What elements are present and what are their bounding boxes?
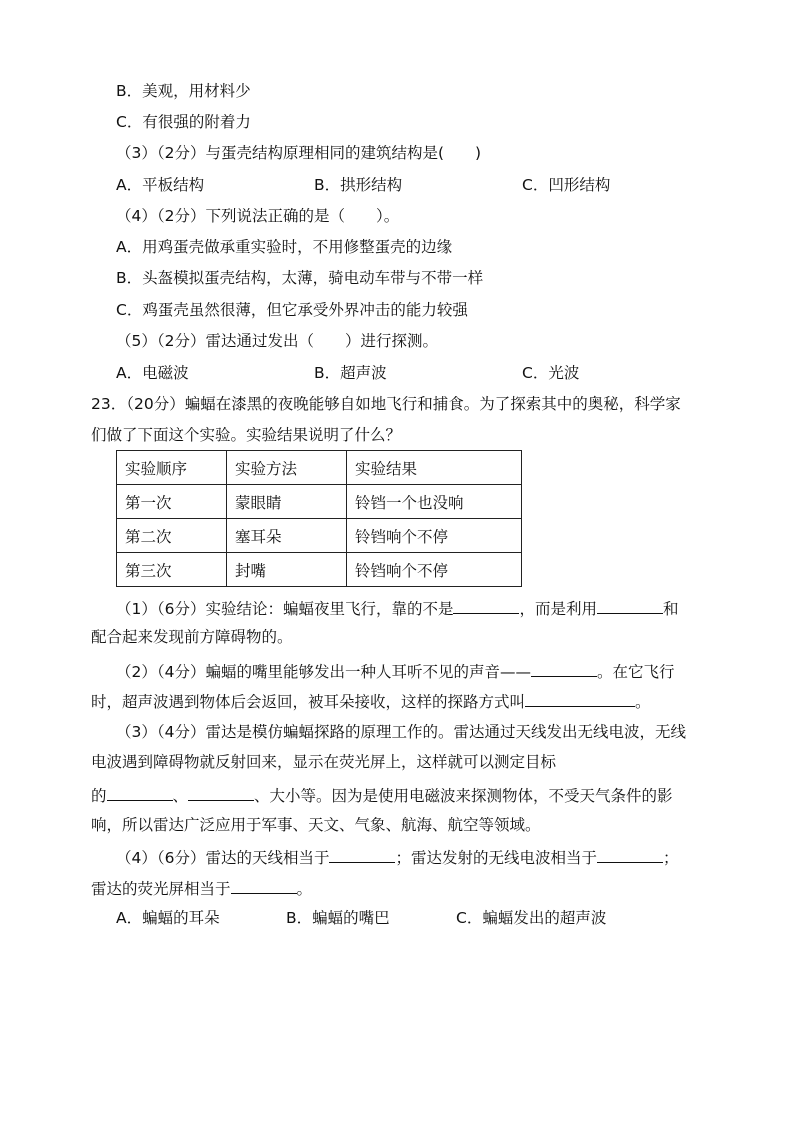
option-b[interactable]: B．超声波 [314, 364, 387, 382]
table-cell: 铃铛一个也没响 [347, 485, 522, 519]
q22-sub4-stem: （4）（2分）下列说法正确的是（ ）。 [116, 207, 400, 225]
option-c[interactable]: C．凹形结构 [522, 176, 611, 194]
answer-blank[interactable] [525, 690, 635, 707]
q22-sub5-stem: （5）（2分）雷达通过发出（ ）进行探测。 [116, 332, 438, 350]
option-b[interactable]: B．蝙蝠的嘴巴 [286, 909, 390, 927]
table-cell: 蒙眼睛 [227, 485, 347, 519]
answer-blank[interactable] [597, 597, 663, 614]
table-cell: 第一次 [117, 485, 227, 519]
q23-sub1-text-a: （1）（6分）实验结论：蝙蝠夜里飞行，靠的不是 [116, 600, 454, 618]
q23-sub1-text-c: 和 [663, 600, 679, 618]
q23-sub4-text-a: （4）（6分）雷达的天线相当于 [116, 849, 330, 867]
q23-sub2-text-a: （2）（4分）蝙蝠的嘴里能够发出一种人耳听不见的声音—— [116, 663, 531, 681]
answer-blank[interactable] [329, 846, 395, 863]
q22-sub4-option-a[interactable]: A．用鸡蛋壳做承重实验时，不用修整蛋壳的边缘 [116, 238, 453, 256]
table-cell: 塞耳朵 [227, 519, 347, 553]
q23-sub3-text-c: 、大小等。因为是使用电磁波来探测物体，不受天气条件的影 [254, 787, 673, 805]
q23-sub2-text-c: 时，超声波遇到物体后会返回，被耳朵接收，这样的探路方式叫 [91, 693, 526, 711]
q22-option-c: C．有很强的附着力 [116, 113, 251, 131]
q23-sub2-line2 [91, 690, 651, 712]
answer-blank[interactable] [188, 784, 254, 801]
table-header-row [117, 451, 522, 485]
table-row [117, 553, 522, 587]
table-cell: 铃铛响个不停 [347, 553, 522, 587]
experiment-table [116, 450, 522, 587]
q23-sub2-text-b: 。在它飞行 [596, 663, 675, 681]
q23-sub4-line1 [116, 846, 679, 868]
q23-sub2-text-d: 。 [635, 693, 651, 711]
q22-sub4-option-c[interactable]: C．鸡蛋壳虽然很薄，但它承受外界冲击的能力较强 [116, 301, 468, 319]
option-c[interactable]: C．蝙蝠发出的超声波 [456, 909, 607, 927]
q22-sub4-option-b[interactable]: B．头盔模拟蛋壳结构，太薄，骑电动车带与不带一样 [116, 269, 484, 287]
option-c[interactable]: C．光波 [522, 364, 580, 382]
table-header-cell: 实验顺序 [117, 451, 227, 485]
answer-blank[interactable] [107, 784, 173, 801]
q23-sub3-line2: 电波遇到障碍物就反射回来，显示在荧光屏上，这样就可以测定目标 [91, 753, 557, 771]
q23-sub3-line1: （3）（4分）雷达是模仿蝙蝠探路的原理工作的。雷达通过天线发出无线电波，无线 [116, 723, 686, 741]
answer-blank[interactable] [597, 846, 663, 863]
table-cell: 封嘴 [227, 553, 347, 587]
table-row [117, 519, 522, 553]
q23-sub4-text-b: ；雷达发射的无线电波相当于 [395, 849, 597, 867]
q23-sub4-text-c: ； [663, 849, 679, 867]
table-header-cell: 实验方法 [227, 451, 347, 485]
q23-sub1-line1 [116, 597, 679, 619]
q23-intro-line1: 23．（20分）蝙蝠在漆黑的夜晚能够自如地飞行和捕食。为了探索其中的奥秘，科学家 [91, 395, 681, 413]
q23-sub2-line1 [116, 660, 675, 682]
table-cell: 铃铛响个不停 [347, 519, 522, 553]
q22-option-b: B．美观，用材料少 [116, 82, 251, 100]
table-cell: 第三次 [117, 553, 227, 587]
q23-sub4-line2 [91, 877, 312, 899]
q23-sub3-line3 [91, 784, 673, 806]
option-a[interactable]: A．平板结构 [116, 176, 205, 194]
answer-blank[interactable] [231, 877, 297, 894]
q23-sub4-text-d: 雷达的荧光屏相当于 [91, 880, 231, 898]
option-a[interactable]: A．电磁波 [116, 364, 189, 382]
q23-sub3-text-a: 的 [91, 787, 107, 805]
table-header-cell: 实验结果 [347, 451, 522, 485]
q23-sub3-text-b: 、 [172, 787, 189, 805]
option-a[interactable]: A．蝙蝠的耳朵 [116, 909, 220, 927]
option-b[interactable]: B．拱形结构 [314, 176, 403, 194]
answer-blank[interactable] [531, 660, 597, 677]
q23-sub3-line4: 响，所以雷达广泛应用于军事、天文、气象、航海、航空等领域。 [91, 816, 541, 834]
q23-sub4-text-e: 。 [296, 880, 313, 898]
q23-sub1-text-b: ，而是利用 [519, 600, 597, 618]
q23-sub1-line2: 配合起来发现前方障碍物的。 [91, 628, 293, 646]
table-row [117, 485, 522, 519]
table-cell: 第二次 [117, 519, 227, 553]
q23-intro-line2: 们做了下面这个实验。实验结果说明了什么？ [91, 426, 402, 444]
answer-blank[interactable] [453, 597, 519, 614]
q22-sub3-stem: （3）（2分）与蛋壳结构原理相同的建筑结构是( ) [116, 144, 482, 162]
